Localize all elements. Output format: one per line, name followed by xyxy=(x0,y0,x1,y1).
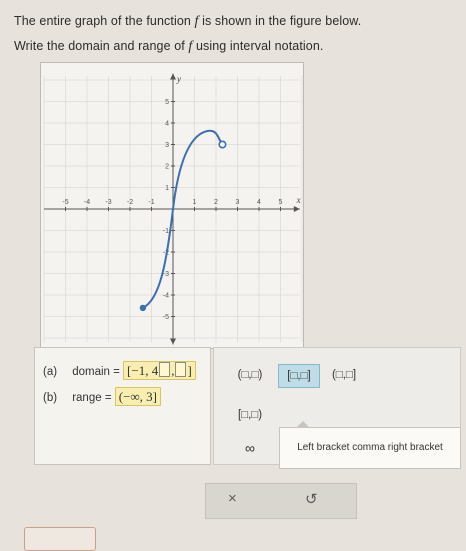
bracket: ] xyxy=(187,363,192,378)
x-tick-label: 1 xyxy=(192,199,197,206)
clear-icon[interactable]: × xyxy=(228,490,237,507)
y-tick-label: -3 xyxy=(162,271,169,278)
answer-area xyxy=(34,347,459,463)
x-tick-label: -5 xyxy=(62,199,69,206)
question-text: using interval notation. xyxy=(192,39,324,53)
input-slot[interactable] xyxy=(159,362,170,377)
open-closed-interval-button[interactable]: (□,□] xyxy=(331,369,357,381)
function-name: f xyxy=(194,14,199,29)
y-tick-label: 4 xyxy=(165,120,169,128)
y-axis-label: y xyxy=(177,74,181,84)
x-tick-label: -2 xyxy=(126,199,134,206)
y-tick-label: -5 xyxy=(162,314,169,321)
range-input[interactable]: (−∞, 3] xyxy=(115,387,161,406)
function-curve xyxy=(143,131,223,308)
y-tick-label: 3 xyxy=(165,142,169,149)
x-axis-label: x xyxy=(296,195,301,205)
action-bar xyxy=(205,483,357,519)
x-tick-label: 2 xyxy=(214,199,218,206)
comma: , xyxy=(171,363,175,378)
graph-canvas xyxy=(41,63,303,348)
range-label: range xyxy=(72,392,102,404)
question-text: is shown in the figure below. xyxy=(198,14,362,28)
y-tick-label: 2 xyxy=(165,163,169,171)
y-axis-arrow xyxy=(170,74,176,80)
equals-sign: = xyxy=(104,392,112,404)
x-tick-label: 3 xyxy=(235,199,240,206)
closed-endpoint xyxy=(140,305,146,311)
undo-icon[interactable]: ↺ xyxy=(305,491,318,508)
y-tick-label: -2 xyxy=(162,249,169,257)
domain-value: −1, 4 xyxy=(131,363,159,378)
y-tick-label: -4 xyxy=(162,292,169,300)
closed-open-interval-button[interactable]: [□,□) xyxy=(237,409,263,421)
closed-closed-interval-button[interactable]: [□,□] xyxy=(278,364,320,388)
y-tick-label: 1 xyxy=(165,185,169,192)
x-tick-label: -1 xyxy=(148,199,155,206)
tooltip: Left bracket comma right bracket xyxy=(279,427,461,469)
question-text: The entire graph of the function xyxy=(14,14,195,28)
range-row xyxy=(43,389,161,405)
x-tick-label: -3 xyxy=(105,199,112,206)
part-a-label: (a) xyxy=(43,366,58,378)
open-open-interval-button[interactable]: (□,□) xyxy=(237,369,263,381)
domain-input[interactable] xyxy=(123,361,196,380)
y-tick-label: 5 xyxy=(165,99,169,106)
x-tick-label: 4 xyxy=(257,199,261,206)
bracket: [ xyxy=(127,363,132,378)
y-tick-label: -1 xyxy=(162,228,169,235)
open-endpoint xyxy=(219,141,225,147)
question-text: Write the domain and range of xyxy=(14,39,189,53)
function-graph xyxy=(40,62,304,349)
function-name: f xyxy=(188,39,193,54)
input-slot[interactable] xyxy=(175,362,186,377)
y-axis-arrow xyxy=(170,338,176,344)
infinity-button[interactable]: ∞ xyxy=(245,440,255,456)
question-line-1 xyxy=(14,14,361,30)
x-tick-label: -4 xyxy=(83,199,91,206)
equals-sign: = xyxy=(113,366,120,378)
x-axis-arrow xyxy=(294,206,300,212)
part-b-label: (b) xyxy=(43,392,58,404)
question-line-2 xyxy=(14,39,323,55)
answer-box xyxy=(34,347,211,465)
domain-row xyxy=(43,362,196,379)
domain-label: domain xyxy=(72,366,110,378)
x-tick-label: 5 xyxy=(278,199,283,206)
submit-button[interactable] xyxy=(24,527,96,551)
